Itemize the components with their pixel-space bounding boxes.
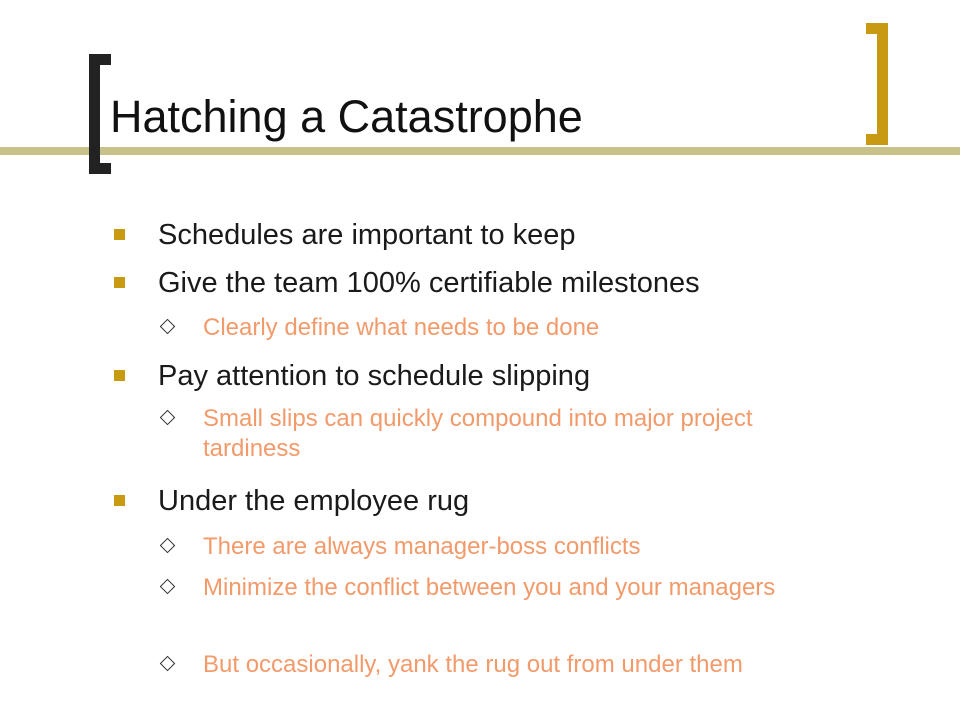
diamond-bullet-icon bbox=[160, 319, 174, 333]
square-bullet-icon bbox=[114, 229, 125, 240]
sub-bullet-text: Clearly define what needs to be done bbox=[203, 314, 600, 341]
square-bullet-icon bbox=[114, 370, 125, 381]
bullet-text: Under the employee rug bbox=[158, 485, 470, 517]
slide-title: Hatching a Catastrophe bbox=[110, 91, 583, 142]
diamond-bullet-icon bbox=[160, 579, 174, 593]
sub-bullet-text: There are always manager-boss conflicts bbox=[203, 533, 641, 560]
square-bullet-icon bbox=[114, 277, 125, 288]
title-underline bbox=[0, 147, 960, 155]
bullet-text: Schedules are important to keep bbox=[158, 219, 576, 251]
sub-bullet-text: Small slips can quickly compound into major project tardiness bbox=[203, 405, 753, 462]
bullet-text: Give the team 100% certifiable milestones bbox=[158, 267, 700, 299]
diamond-bullet-icon bbox=[160, 410, 174, 424]
left-bracket-decoration bbox=[89, 54, 111, 174]
square-bullet-icon bbox=[114, 495, 125, 506]
sub-bullet-text: But occasionally, yank the rug out from under them bbox=[203, 651, 743, 678]
bullet-text: Pay attention to schedule slipping bbox=[158, 360, 591, 392]
right-bracket-decoration bbox=[866, 23, 888, 145]
diamond-bullet-icon bbox=[160, 656, 174, 670]
sub-bullet-text: Minimize the conflict between you and your managers bbox=[203, 574, 776, 601]
diamond-bullet-icon bbox=[160, 538, 174, 552]
